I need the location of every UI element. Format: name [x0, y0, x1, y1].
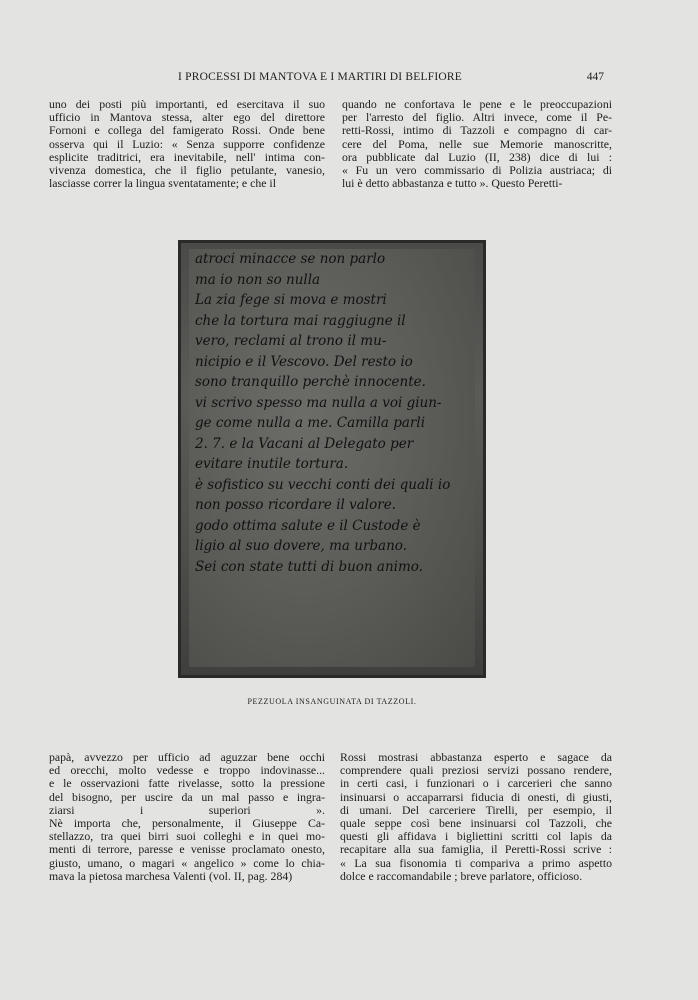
text-line: ed orecchi, molto vedesse e troppo indovinasse...: [49, 763, 325, 778]
text-line: in certi casi, i funzionari o i carcerieri che sanno: [340, 776, 612, 791]
text-line: « La sua fisonomia ti compariva a primo aspetto: [340, 855, 612, 870]
text-line: comprendere quali preziosi servizi possano rendere,: [340, 763, 612, 778]
text-line: Fornoni e collega del famigerato Rossi. Onde bene: [49, 123, 325, 138]
handwriting-line: atroci minacce se non parlo: [195, 251, 386, 267]
text-column-top-left: [49, 98, 325, 190]
handwriting-line: ma io non so nulla: [195, 271, 321, 288]
text-line: lasciasse correr la lingua sventatamente; e che il: [49, 176, 276, 191]
text-line: osserva qui il Luzio: « Senza supporre confidenze: [49, 136, 325, 151]
text-line: « Fu un vero commissario di Polizia austriaca; di: [342, 163, 612, 178]
text-line: ziarsi i superiori ».: [49, 802, 325, 817]
text-line: stellazzo, tra quei birri suoi colleghi e in quei mo-: [49, 829, 325, 844]
handwriting-line: 2. 7. e la Vacani al Delegato per: [195, 435, 414, 452]
text-line: Nè importa che, personalmente, il Giuseppe Ca-: [49, 816, 325, 831]
text-line: questi gli affidava i bigliettini scritti col lapis da: [340, 829, 612, 844]
text-line: ufficio in Mantova stessa, alter ego del direttore: [49, 110, 325, 125]
text-line: menti di terrore, paresse e venisse proclamato onesto,: [49, 842, 325, 857]
text-line: papà, avvezzo per ufficio ad aguzzar bene occhi: [49, 750, 325, 764]
page-header-title: I PROCESSI DI MANTOVA E I MARTIRI DI BELFIORE: [178, 71, 462, 83]
handwriting-line: La zia fege si mova e mostri: [195, 292, 387, 308]
handwriting-line: ge come nulla a me. Camilla parli: [195, 415, 426, 431]
text-line: Rossi mostrasi abbastanza esperto e sagace da: [340, 750, 612, 764]
text-line: del bisogno, per uscire da un mal passo e ingra-: [49, 789, 325, 804]
handwriting-line: godo ottima salute e il Custode è: [195, 517, 421, 534]
handwriting-line: vi scrivo spesso ma nulla a voi giun-: [195, 394, 442, 411]
handwriting-line: nicipio e il Vescovo. Del resto io: [195, 353, 413, 370]
text-line: per l'arresto del figlio. Altri invece, come il Pe-: [342, 110, 612, 125]
text-line: quando ne confortava le pene e le preoccupazioni: [342, 97, 612, 111]
text-line: quale seppe così bene insinuarsi col Tazzoli, che: [340, 816, 612, 831]
text-line: cere del Poma, nelle sue Memorie manoscritte,: [342, 136, 612, 151]
handwritten-note: [195, 249, 485, 577]
text-column-bottom-left: [49, 751, 325, 883]
text-line: mava la pietosa marchesa Valenti (vol. II, pag. 284): [49, 868, 293, 883]
handwriting-line: è sofistico su vecchi conti dei quali io: [195, 476, 451, 493]
text-line: di umani. Del carceriere Tirelli, per esempio, il: [340, 802, 612, 817]
handwriting-line: vero, reclami al trono il mu-: [195, 333, 387, 349]
text-line: e le osservazioni fatte rivelasse, sotto la pressione: [49, 776, 325, 791]
handwriting-line: evitare inutile tortura.: [195, 456, 349, 472]
text-line: lui è detto abbastanza e tutto ». Questo Peretti-: [342, 176, 563, 191]
handwriting-line: Sei con state tutti di buon animo.: [195, 558, 423, 575]
text-line: uno dei posti più importanti, ed esercitava il suo: [49, 97, 325, 111]
blood-stained-cloth-photo: [178, 240, 486, 678]
page-number: 447: [586, 71, 604, 83]
handwriting-line: sono tranquillo perchè innocente.: [195, 374, 426, 390]
text-line: retti-Rossi, intimo di Tazzoli e compagno di car-: [342, 123, 612, 138]
handwriting-line: che la tortura mai raggiugne il: [195, 312, 406, 329]
text-line: insinuarsi o accaparrarsi fiducia di onesti, di giusti,: [340, 789, 612, 804]
text-line: giusto, umano, o magari « angelico » come lo chia-: [49, 855, 325, 870]
text-line: esplicite traditrici, era inevitabile, nell' intima con-: [49, 149, 325, 164]
text-line: vivenza domestica, che il figlio petulante, vanesio,: [49, 163, 325, 178]
text-line: recapitare alla sua famiglia, il Peretti-Rossi scrive :: [340, 842, 612, 857]
handwriting-line: non posso ricordare il valore.: [195, 497, 396, 513]
text-column-bottom-right: [340, 751, 612, 883]
figure-caption: PEZZUOLA INSANGUINATA DI TAZZOLI.: [247, 697, 417, 706]
text-line: ora pubblicate dal Luzio (II, 238) dice di lui :: [342, 149, 612, 164]
text-column-top-right: [342, 98, 612, 190]
handwriting-line: ligio al suo dovere, ma urbano.: [195, 538, 407, 554]
text-line: dolce e raccomandabile ; breve parlatore, officioso.: [340, 868, 583, 883]
